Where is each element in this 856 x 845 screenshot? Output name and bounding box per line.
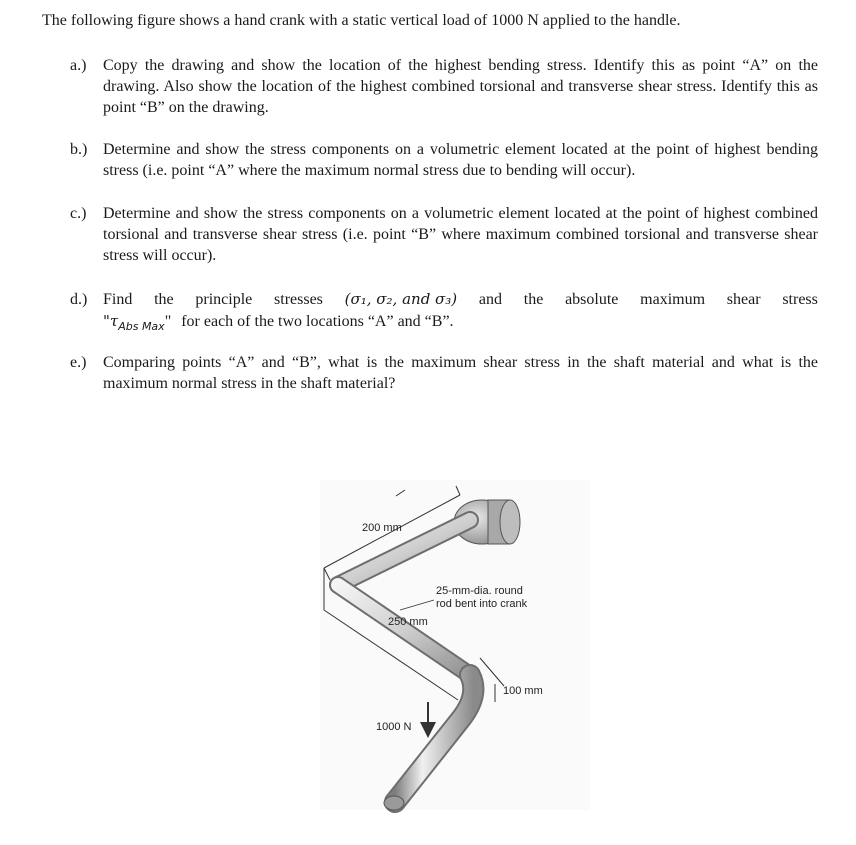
tau-symbol: "τ [103,312,119,330]
question-e-label: e.) [70,354,87,371]
label-rod-line2: rod bent into crank [436,598,528,610]
question-b [70,139,818,181]
label-load: 1000 N [376,721,412,733]
word: stresses [274,290,323,308]
question-c-label: c.) [70,205,87,222]
hand-crank-drawing [310,440,600,840]
question-c-text: Determine and show the stress components on a volumetric element located at the point of highest combined torsional and transverse shear stress (i.e. point “B” where maximum combined torsional and transverse shear stress will occur). [103,205,818,264]
word: absolute [565,290,619,308]
question-d-label: d.) [70,291,88,308]
question-d [70,287,818,337]
question-d-line2-text: for each of the two locations “A” and “B”. [181,313,454,330]
tau-close-quote: " [164,313,172,330]
label-250mm: 250 mm [388,616,428,628]
question-c [70,203,818,266]
label-100mm: 100 mm [503,685,543,697]
question-b-text: Determine and show the stress components on a volumetric element located at the point of highest bending stress (i.e. point “A” where the maximum normal stress due to bending will occur). [103,141,818,179]
problem-intro: The following figure shows a hand crank with a static vertical load of 1000 N applied to the handle. [42,12,681,29]
tau-subscript: Abs Max [118,320,165,334]
handle-end [384,796,404,810]
word: Find [103,290,133,308]
word: principle [195,290,253,308]
word: maximum [640,290,706,308]
question-d-text [103,287,818,337]
hand-crank-figure [310,440,600,840]
word: stress [782,290,818,308]
word: and [478,290,503,308]
question-b-label: b.) [70,141,88,158]
question-d-line1 [103,287,818,311]
question-a-label: a.) [70,57,87,74]
question-e [70,352,818,394]
word: the [154,290,174,308]
question-a-text: Copy the drawing and show the location of the highest bending stress. Identify this as point “A” on the drawing. Also show the location of the highest combined torsional and transverse shear stress. Identify this as point “B” on the drawing. [103,57,818,116]
word: shear [726,290,761,308]
principal-stress-symbols: (σ₁, σ₂, and σ₃) [344,289,458,308]
word: the [523,290,544,308]
question-d-line2 [103,311,818,337]
question-e-text: Comparing points “A” and “B”, what is the maximum shear stress in the shaft material and what is the maximum normal stress in the shaft material? [103,354,818,392]
label-rod-line1: 25-mm-dia. round [436,585,523,597]
label-200mm: 200 mm [362,522,402,534]
question-a [70,55,818,118]
